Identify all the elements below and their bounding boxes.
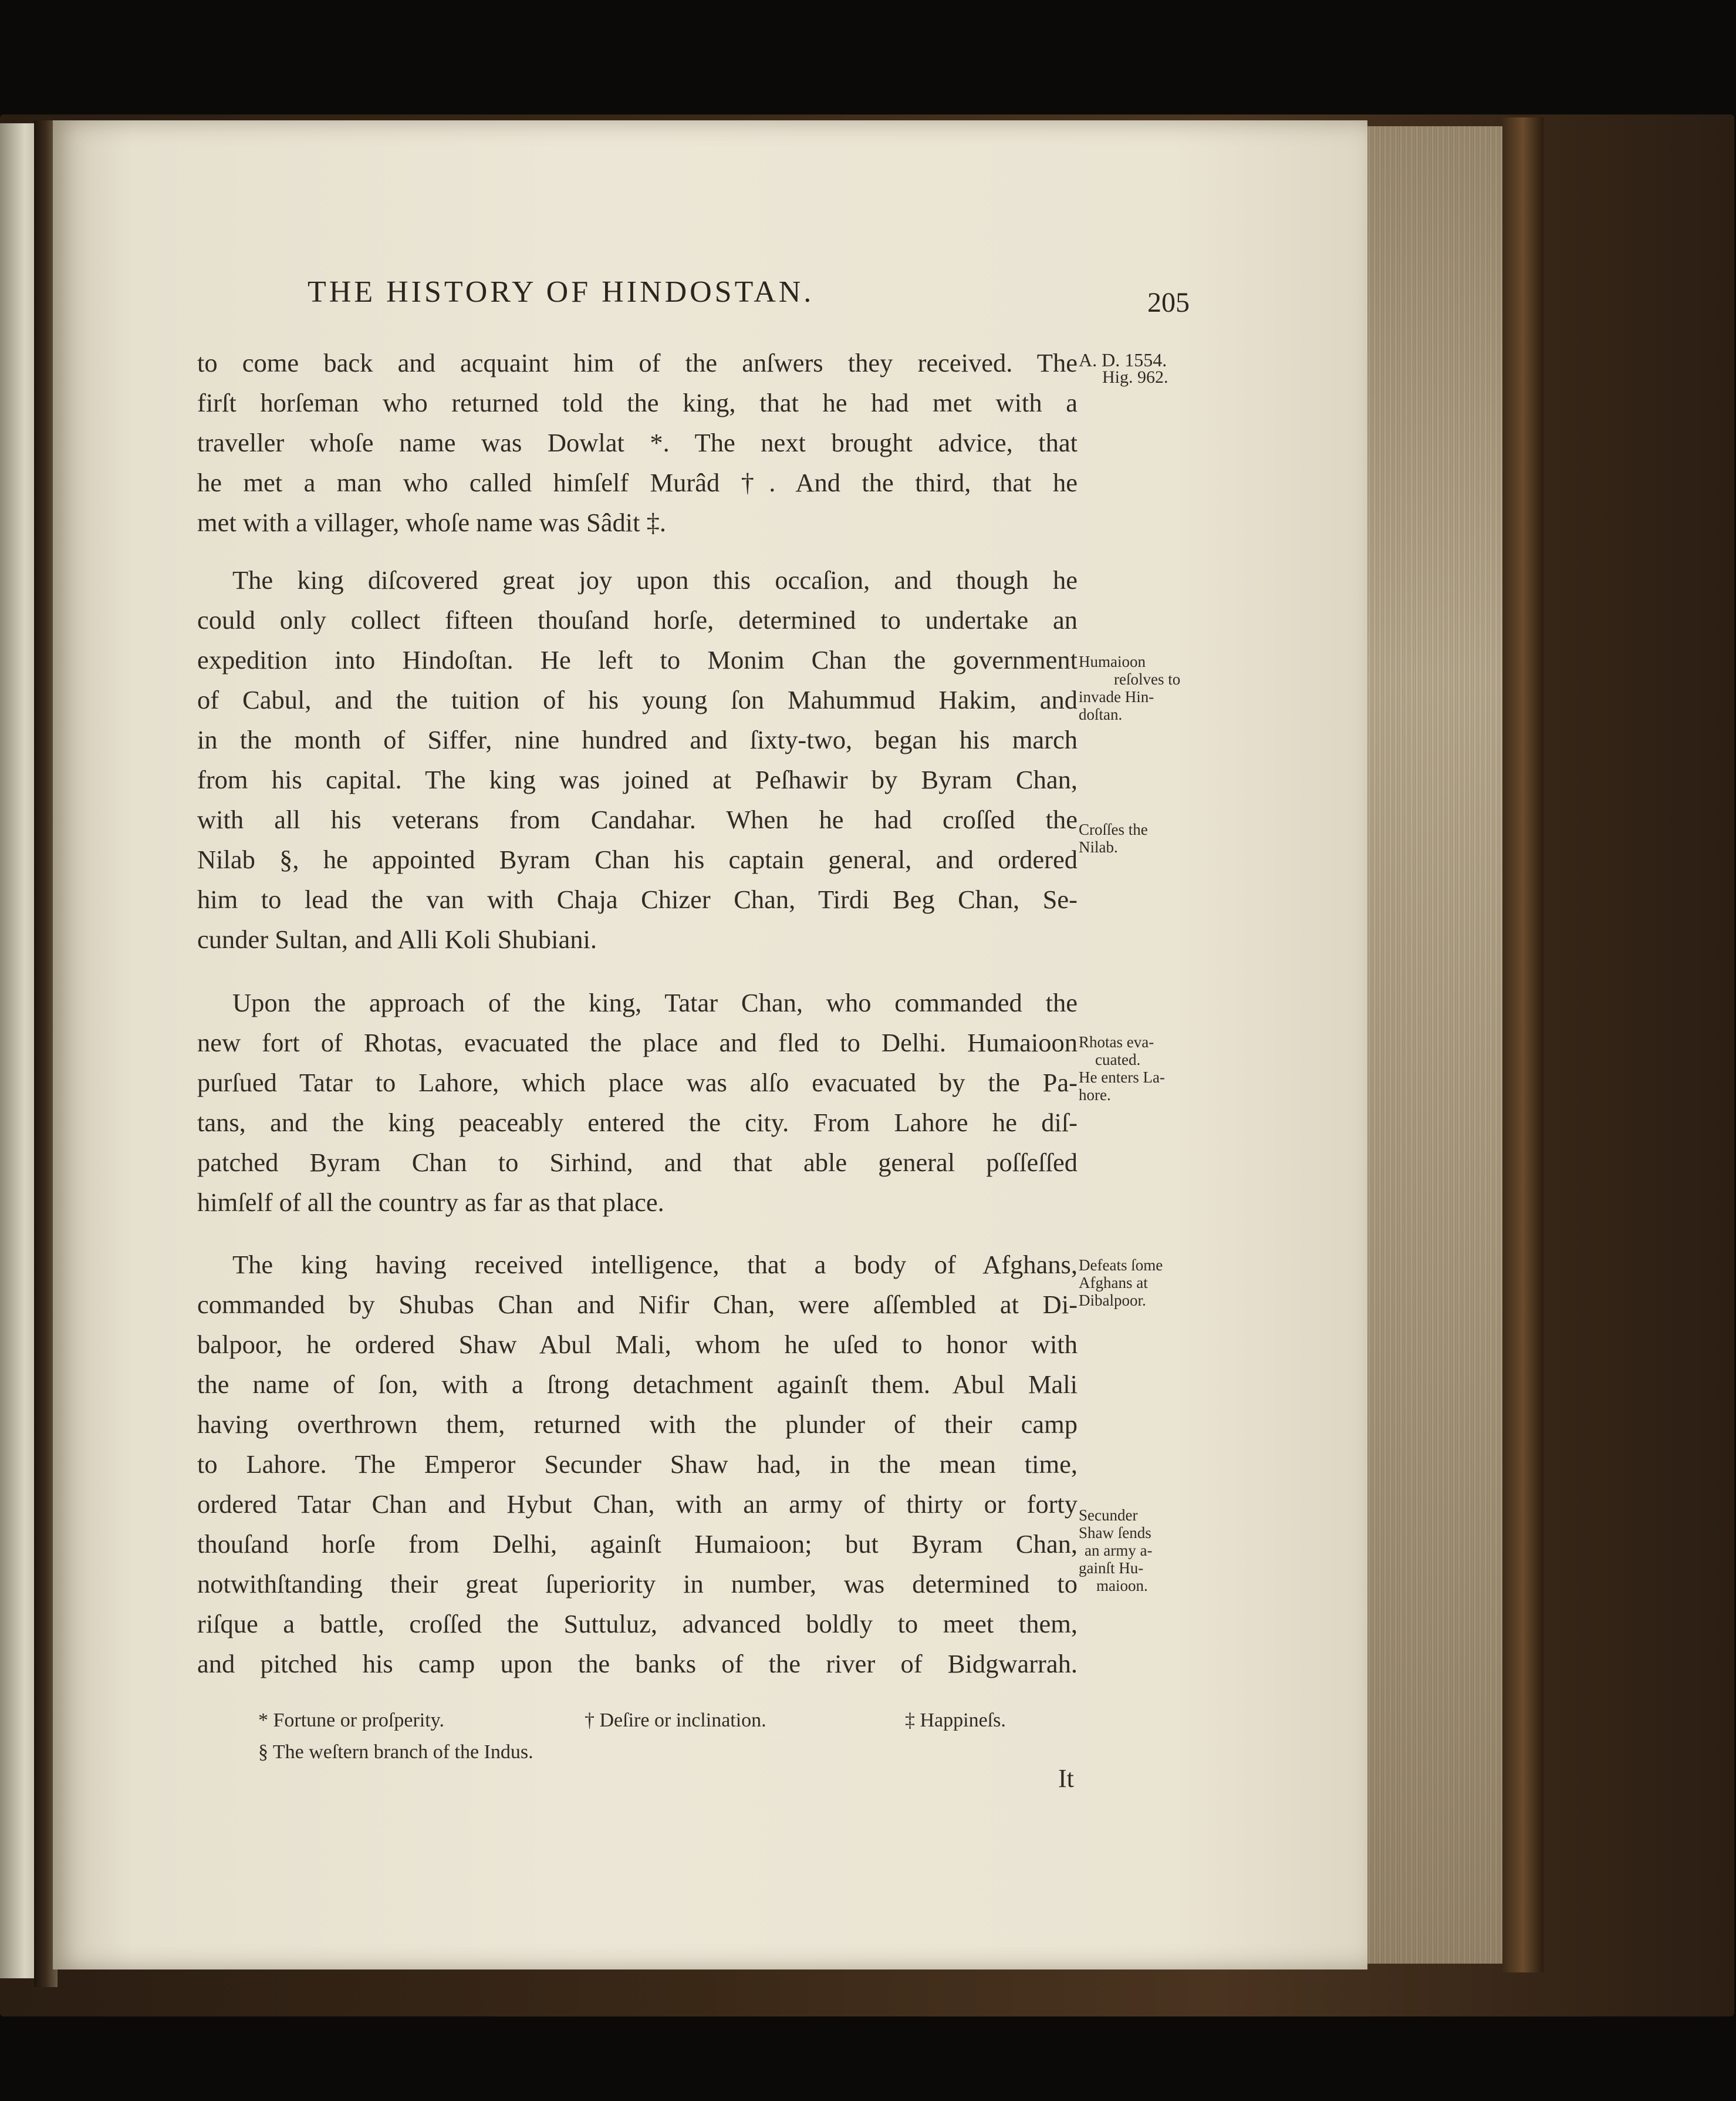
body-line: could only collect fifteen thouſand horſe, determined to undertake an xyxy=(197,605,1078,635)
footnote: * Fortune or proſperity. xyxy=(258,1709,444,1731)
margin-note-line: gainſt Hu- xyxy=(1079,1559,1144,1577)
running-head: THE HISTORY OF HINDOSTAN. xyxy=(308,275,815,309)
margin-note-line: doſtan. xyxy=(1079,706,1123,723)
body-line: ordered Tatar Chan and Hybut Chan, with an army of thirty or forty xyxy=(197,1489,1078,1519)
margin-note-line: invade Hin- xyxy=(1079,688,1154,706)
body-line: to come back and acquaint him of the anſwers they received. The xyxy=(197,348,1078,377)
body-line: thouſand horſe from Delhi, againſt Humaioon; but Byram Chan, xyxy=(197,1529,1078,1559)
body-line: and pitched his camp upon the banks of the river of Bidgwarrah. xyxy=(197,1649,1078,1678)
margin-note-line: Secunder xyxy=(1079,1506,1138,1524)
body-line: commanded by Shubas Chan and Nifir Chan, were aſſembled at Di- xyxy=(197,1290,1078,1319)
body-line: cunder Sultan, and Alli Koli Shubiani. xyxy=(197,925,597,954)
footnote: † Deſire or inclination. xyxy=(585,1709,766,1731)
margin-note-line: Afghans at xyxy=(1079,1274,1148,1291)
page-number: 205 xyxy=(1147,287,1190,318)
margin-note xyxy=(1079,1256,1196,1309)
body-line: riſque a battle, croſſed the Suttuluz, advanced boldly to meet them, xyxy=(197,1609,1078,1638)
margin-note xyxy=(1079,351,1196,386)
margin-note-line: reſolves to xyxy=(1114,670,1181,688)
margin-note-line: Hig. 962. xyxy=(1102,367,1168,387)
body-line: he met a man who called himſelf Murâd †. And the third, that he xyxy=(197,468,1078,497)
footnote: § The weſtern branch of the Indus. xyxy=(258,1741,533,1763)
body-line: in the month of Siffer, nine hundred and ſixty-two, began his march xyxy=(197,725,1078,754)
margin-note-line: Croſſes the xyxy=(1079,821,1148,838)
body-line: of Cabul, and the tuition of his young ſon Mahummud Hakim, and xyxy=(197,685,1078,714)
body-line: Upon the approach of the king, Tatar Chan, who commanded the xyxy=(232,988,1078,1017)
body-line: himſelf of all the country as far as that place. xyxy=(197,1188,664,1217)
page-fore-edge xyxy=(1367,126,1502,1964)
body-line: firſt horſeman who returned told the king, that he had met with a xyxy=(197,388,1078,417)
footnote: ‡ Happineſs. xyxy=(905,1709,1006,1731)
body-line: balpoor, he ordered Shaw Abul Mali, whom he uſed to honor with xyxy=(197,1330,1078,1359)
catchword: It xyxy=(1058,1764,1074,1793)
body-line: having overthrown them, returned with the plunder of their camp xyxy=(197,1409,1078,1439)
margin-note-line: hore. xyxy=(1079,1086,1111,1104)
body-line: to Lahore. The Emperor Secunder Shaw had, in the mean time, xyxy=(197,1449,1078,1479)
body-line: traveller whoſe name was Dowlat *. The next brought advice, that xyxy=(197,428,1078,457)
margin-note-line: cuated. xyxy=(1095,1051,1141,1068)
body-line: expedition into Hindoſtan. He left to Monim Chan the government xyxy=(197,645,1078,675)
body-line: The king having received intelligence, that a body of Afghans, xyxy=(232,1250,1078,1279)
margin-note xyxy=(1079,653,1196,723)
body-line: tans, and the king peaceably entered the city. From Lahore he diſ- xyxy=(197,1108,1078,1137)
margin-note xyxy=(1079,1033,1196,1104)
margin-note-line: Humaioon xyxy=(1079,653,1146,670)
margin-note xyxy=(1079,1506,1196,1594)
body-line: him to lead the van with Chaja Chizer Chan, Tirdi Beg Chan, Se- xyxy=(197,885,1078,914)
margin-note-line: Defeats ſome xyxy=(1079,1256,1163,1274)
body-line: met with a villager, whoſe name was Sâdit ‡. xyxy=(197,508,667,537)
margin-note-line: Shaw ſends xyxy=(1079,1524,1151,1542)
body-line: the name of ſon, with a ſtrong detachment againſt them. Abul Mali xyxy=(197,1370,1078,1399)
book-board-edge xyxy=(1502,117,1544,1972)
body-line: notwithſtanding their great ſuperiority in number, was determined to xyxy=(197,1569,1078,1598)
body-line: new fort of Rhotas, evacuated the place and fled to Delhi. Humaioon xyxy=(197,1028,1078,1057)
margin-note-line: Rhotas eva- xyxy=(1079,1033,1154,1051)
body-line: from his capital. The king was joined at Peſhawir by Byram Chan, xyxy=(197,765,1078,794)
margin-note xyxy=(1079,821,1196,856)
margin-note-line: an army a- xyxy=(1085,1542,1153,1559)
margin-note-line: Dibalpoor. xyxy=(1079,1291,1146,1309)
margin-note-line: maioon. xyxy=(1096,1577,1148,1594)
body-line: with all his veterans from Candahar. When he had croſſed the xyxy=(197,805,1078,834)
body-line: purſued Tatar to Lahore, which place was alſo evacuated by the Pa- xyxy=(197,1068,1078,1097)
body-line: The king diſcovered great joy upon this occaſion, and though he xyxy=(232,565,1078,595)
body-line: Nilab §, he appointed Byram Chan his captain general, and ordered xyxy=(197,845,1078,874)
margin-note-line: Nilab. xyxy=(1079,838,1118,856)
margin-note-line: He enters La- xyxy=(1079,1068,1165,1086)
body-line: patched Byram Chan to Sirhind, and that able general poſſeſſed xyxy=(197,1148,1078,1177)
margin-note-line: A. D. 1554. xyxy=(1079,349,1167,370)
